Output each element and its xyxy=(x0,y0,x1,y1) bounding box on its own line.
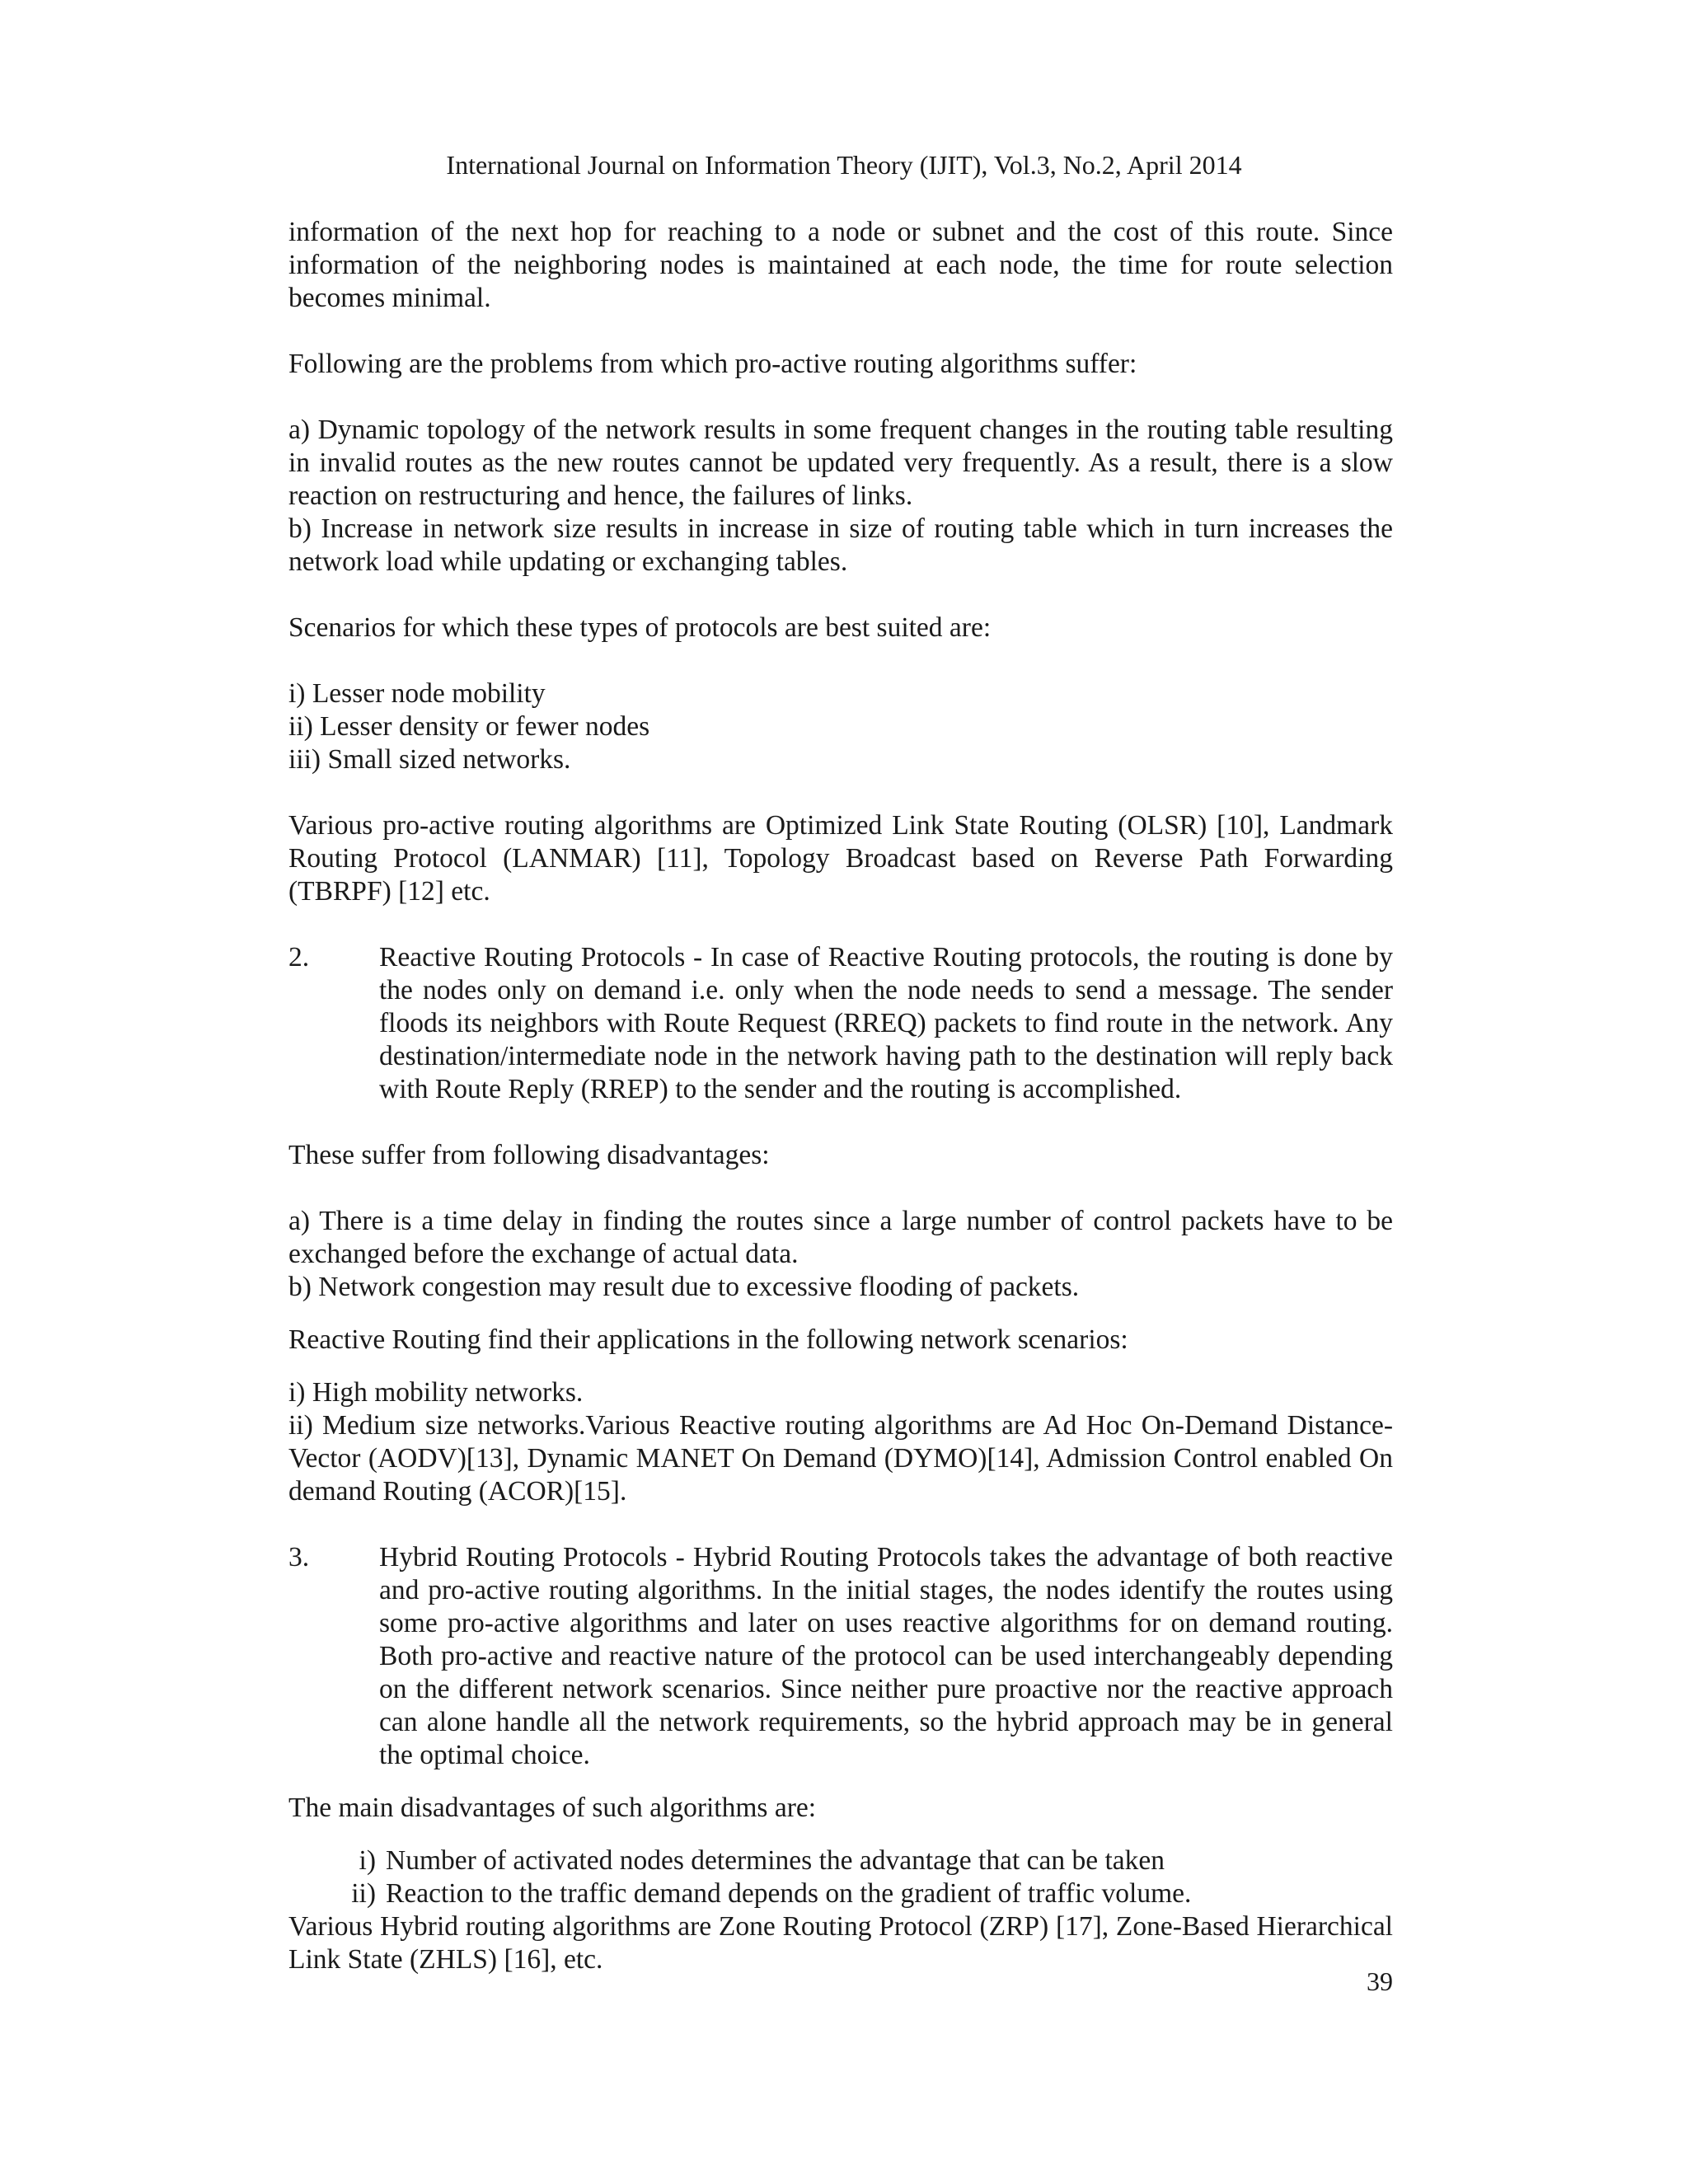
list-item-proactive-problem-a: a) Dynamic topology of the network results in some frequent changes in the routing table resulting in invalid routes as the new routes cannot be updated very frequently. As a result, there is a slow reaction on restructuring and hence, the failures of links. xyxy=(288,415,1393,511)
section-reactive-routing xyxy=(288,941,1393,1106)
paragraph-proactive-examples: Various pro-active routing algorithms are Optimized Link State Routing (OLSR) [10], Landmark Routing Protocol (LANMAR) [11], Topology Broadcast based on Reverse Path Forwarding (TBRPF) [12] etc. xyxy=(288,810,1393,907)
list-item-proactive-scenario-1: i) Lesser node mobility xyxy=(288,678,546,709)
list-item-text: Number of activated nodes determines the advantage that can be taken xyxy=(386,1845,1165,1876)
hybrid-disadvantages-list xyxy=(288,1844,1393,1910)
list-item-proactive-problem-b: b) Increase in network size results in increase in size of routing table which in turn increases the network load while updating or exchanging tables. xyxy=(288,513,1393,577)
paragraph-hybrid-disadvantages-intro: The main disadvantages of such algorithms are: xyxy=(288,1793,817,1823)
list-item xyxy=(288,1844,1393,1877)
list-item-proactive-scenario-2: ii) Lesser density or fewer nodes xyxy=(288,711,650,742)
page-number: 39 xyxy=(1367,1966,1393,1996)
section-text: Hybrid Routing Protocols - Hybrid Routing Protocols takes the advantage of both reactive and pro-active routing algorithms. In the initial stages, the nodes identify the routes using some pro-active algorithms and later on uses reactive algorithms for on demand routing. Both pro-active and reactive nature of the protocol can be used interchangeably depending on the different network scenarios. Since neither pure proactive nor the reactive approach can alone handle all the network requirements, so the hybrid approach may be in general the optimal choice. xyxy=(379,1542,1393,1770)
paragraph-intro: information of the next hop for reaching to a node or subnet and the cost of this route. Since information of the neighboring nodes is maintained at each node, the time for route selection becomes minimal. xyxy=(288,217,1393,313)
paragraph-reactive-applications-intro: Reactive Routing find their applications in the following network scenarios: xyxy=(288,1324,1128,1355)
section-number: 3. xyxy=(288,1542,310,1572)
list-marker: ii) xyxy=(351,1878,376,1909)
list-item-reactive-disadvantage-b: b) Network congestion may result due to excessive flooding of packets. xyxy=(288,1272,1080,1302)
paragraph-scenarios-intro: Scenarios for which these types of protocols are best suited are: xyxy=(288,612,992,643)
paragraph-proactive-problems-intro: Following are the problems from which pro-active routing algorithms suffer: xyxy=(288,349,1137,379)
list-item-text: Reaction to the traffic demand depends on the gradient of traffic volume. xyxy=(386,1878,1192,1909)
section-number: 2. xyxy=(288,942,310,972)
list-item-reactive-scenario-1: i) High mobility networks. xyxy=(288,1377,584,1408)
section-hybrid-routing xyxy=(288,1541,1393,1772)
list-item-proactive-scenario-3: iii) Small sized networks. xyxy=(288,744,571,775)
list-item xyxy=(288,1877,1393,1910)
paragraph-hybrid-examples: Various Hybrid routing algorithms are Zone Routing Protocol (ZRP) [17], Zone-Based Hierarchical Link State (ZHLS) [16], etc. xyxy=(288,1911,1393,1975)
paragraph-reactive-disadvantages-intro: These suffer from following disadvantages: xyxy=(288,1140,770,1170)
list-item-reactive-disadvantage-a: a) There is a time delay in finding the routes since a large number of control packets have to be exchanged before the exchange of actual data. xyxy=(288,1206,1393,1269)
list-marker: i) xyxy=(359,1845,376,1876)
section-text: Reactive Routing Protocols - In case of Reactive Routing protocols, the routing is done by the nodes only on demand i.e. only when the node needs to send a message. The sender floods its neighbors with Route Request (RREQ) packets to find route in the network. Any destination/intermediate node in the network having path to the destination will reply back with Route Reply (RREP) to the sender and the routing is accomplished. xyxy=(379,942,1393,1104)
page-body xyxy=(288,216,1393,1976)
running-header: International Journal on Information Theory (IJIT), Vol.3, No.2, April 2014 xyxy=(446,150,1242,180)
list-item-reactive-scenario-2: ii) Medium size networks.Various Reactive routing algorithms are Ad Hoc On-Demand Distance-Vector (AODV)[13], Dynamic MANET On Demand (DYMO)[14], Admission Control enabled On demand Routing (ACOR)[15]. xyxy=(288,1410,1393,1507)
